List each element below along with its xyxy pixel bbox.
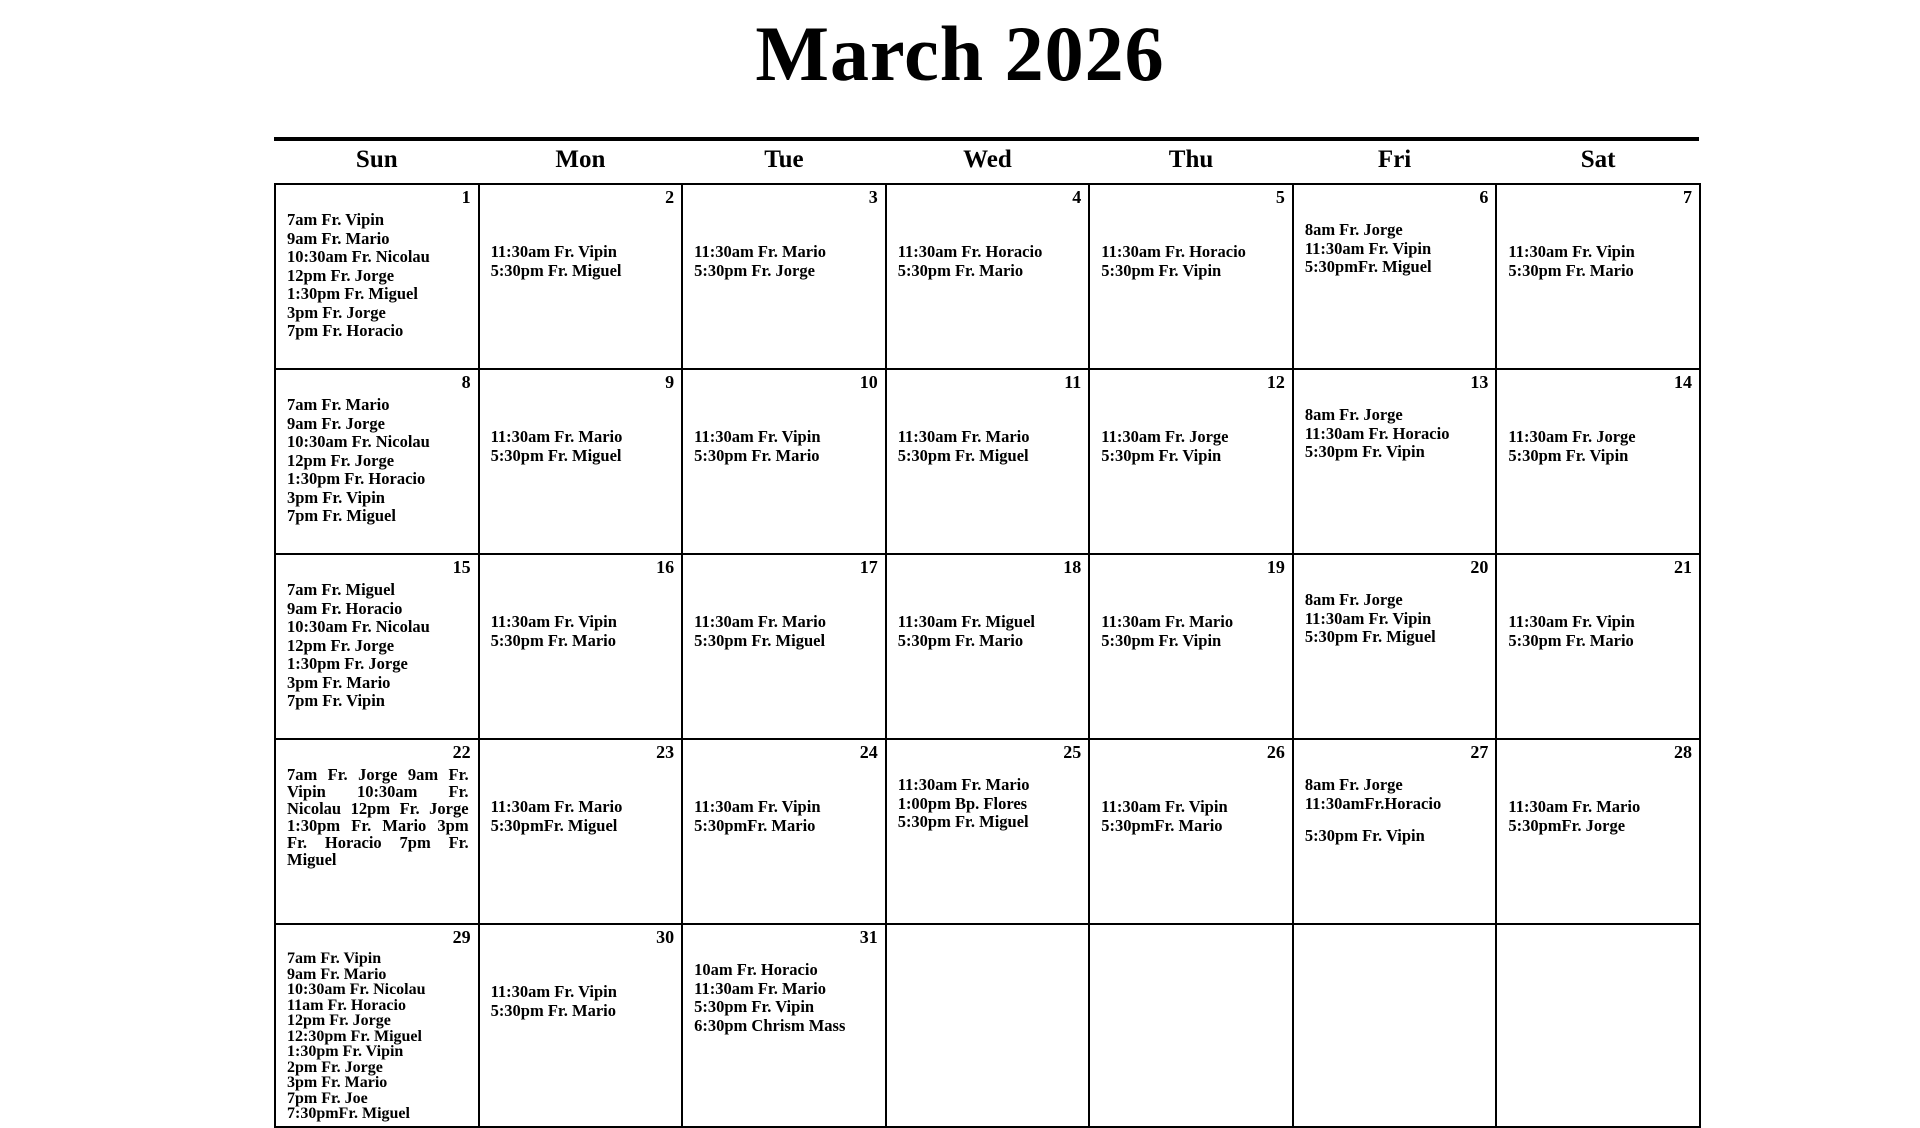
calendar-day-cell-15[interactable] (275, 554, 479, 739)
event-item: 7:30pmFr. Miguel (287, 1105, 410, 1122)
event-item: 11:30am Fr. Horacio (897, 242, 1043, 261)
event-item: 7pm Fr. Joe (287, 1089, 368, 1107)
calendar-day-cell-28[interactable] (1496, 739, 1700, 924)
calendar-day-cell-29[interactable] (275, 924, 479, 1127)
calendar-day-cell-6[interactable] (1293, 184, 1497, 369)
calendar-day-cell-2[interactable] (479, 184, 683, 369)
event-item: 3pm Fr. Horacio (287, 816, 469, 852)
event-item: 7am Fr. Mario (287, 395, 390, 414)
day-number: 24 (859, 742, 878, 762)
event-item: 7pm Fr. Miguel (287, 833, 469, 869)
event-item: 11:30am Fr. Vipin (1508, 612, 1635, 631)
day-events (1497, 370, 1699, 469)
event-item: 6:30pm Chrism Mass (694, 1015, 846, 1035)
calendar-day-cell-8[interactable] (275, 369, 479, 554)
day-events (480, 925, 682, 1024)
calendar-day-cell-17[interactable] (682, 554, 886, 739)
calendar-day-cell-3[interactable] (682, 184, 886, 369)
event-item: 7am Fr. Vipin (287, 950, 382, 967)
event-item: 10:30am Fr. Nicolau (287, 247, 430, 266)
day-events (480, 740, 682, 839)
day-events (1294, 740, 1496, 850)
day-events (480, 185, 682, 284)
calendar-day-cell-13[interactable] (1293, 369, 1497, 554)
event-item: 5:30pmFr. Mario (694, 815, 816, 835)
day-events (683, 185, 885, 284)
event-item: 10am Fr. Horacio (694, 960, 818, 979)
event-item: 11:30am Fr. Mario (1101, 612, 1234, 631)
day-number: 9 (665, 372, 675, 392)
event-item: 11:30am Fr. Mario (897, 427, 1030, 446)
event-item: 5:30pm Fr. Miguel (490, 445, 622, 465)
event-item: 12pm Fr. Jorge (287, 1012, 391, 1029)
calendar-day-cell-25[interactable] (886, 739, 1090, 924)
event-item: 5:30pm Fr. Miguel (897, 445, 1029, 465)
calendar-day-cell-11[interactable] (886, 369, 1090, 554)
calendar-week-row (275, 369, 1700, 554)
event-item: 11:30am Fr. Horacio (1101, 242, 1246, 261)
day-events (1497, 740, 1699, 839)
calendar-day-cell-16[interactable] (479, 554, 683, 739)
event-item: 12:30pm Fr. Miguel (287, 1027, 422, 1045)
event-item: 11am Fr. Horacio (287, 996, 406, 1014)
weekday-header-thu: Thu (1168, 146, 1214, 173)
day-number: 20 (1470, 557, 1489, 577)
day-events (1090, 740, 1292, 839)
event-item: 5:30pmFr. Mario (1101, 815, 1223, 835)
event-item: 11:30am Fr. Mario (897, 775, 1030, 794)
event-item: 11:30amFr.Horacio (1304, 793, 1442, 813)
day-events (683, 370, 885, 469)
day-number: 21 (1673, 557, 1692, 577)
day-number: 4 (1072, 187, 1082, 207)
event-item: 2pm Fr. Jorge (287, 1058, 383, 1076)
day-number: 31 (859, 927, 878, 947)
event-item: 5:30pm Fr. Vipin (694, 997, 815, 1016)
event-item: 5:30pm Fr. Vipin (1304, 442, 1425, 461)
day-number: 1 (461, 187, 471, 207)
event-item: 12pm Fr. Jorge (287, 635, 395, 655)
day-events (1090, 185, 1292, 284)
calendar-table (274, 143, 1701, 1128)
calendar-day-cell-19[interactable] (1089, 554, 1293, 739)
event-item: 11:30am Fr. Vipin (1508, 242, 1635, 261)
day-events (1294, 555, 1496, 651)
event-item: 9am Fr. Mario (287, 228, 390, 248)
event-item: 5:30pm Fr. Vipin (1101, 445, 1222, 465)
event-item: 11:30am Fr. Mario (694, 978, 826, 998)
calendar-day-cell-12[interactable] (1089, 369, 1293, 554)
day-events (480, 370, 682, 469)
day-number: 15 (452, 557, 471, 577)
day-events (1497, 555, 1699, 654)
event-item: 11:30am Fr. Horacio (1304, 423, 1450, 443)
event-item: 5:30pm Fr. Jorge (694, 260, 815, 280)
day-events (683, 555, 885, 654)
event-item: 11:30am Fr. Vipin (1304, 238, 1432, 258)
event-item: 11:30am Fr. Mario (694, 242, 826, 261)
day-events (276, 925, 478, 1126)
event-item: 7am Fr. Miguel (287, 580, 395, 599)
day-number: 16 (656, 557, 675, 577)
day-number: 26 (1266, 742, 1285, 762)
event-item: 9am Fr. Horacio (287, 598, 403, 618)
calendar-day-cell-1[interactable] (275, 184, 479, 369)
weekday-header-sun: Sun (355, 146, 398, 173)
weekday-header-wed: Wed (963, 146, 1012, 173)
day-events (887, 740, 1089, 836)
day-events (887, 555, 1089, 654)
day-number: 6 (1479, 187, 1489, 207)
event-item: 5:30pm Fr. Vipin (1101, 260, 1222, 280)
day-events (276, 370, 478, 530)
event-item: 9am Fr. Mario (287, 965, 387, 983)
event-item: 11:30am Fr. Mario (694, 612, 826, 631)
event-item: 9am Fr. Vipin (287, 765, 469, 801)
event-item: 5:30pm Fr. Mario (1508, 630, 1634, 650)
calendar-day-cell-23[interactable] (479, 739, 683, 924)
event-item: 11:30am Fr. Miguel (897, 612, 1036, 631)
day-number: 19 (1266, 557, 1285, 577)
day-number: 23 (656, 742, 675, 762)
event-item: 10:30am Fr. Nicolau (287, 981, 426, 998)
event-spacer (1305, 813, 1487, 827)
calendar-week-row (275, 554, 1700, 739)
calendar-day-cell-14[interactable] (1496, 369, 1700, 554)
event-item: 7am Fr. Jorge (287, 765, 398, 784)
event-item: 5:30pm Fr. Mario (490, 630, 616, 650)
page-title: March 2026 (755, 10, 1165, 97)
event-item: 5:30pmFr. Miguel (490, 815, 618, 835)
day-number: 14 (1673, 372, 1692, 392)
event-item: 10:30am Fr. Nicolau (287, 782, 469, 818)
event-item: 5:30pm Fr. Miguel (694, 630, 826, 650)
event-item: 10:30am Fr. Nicolau (287, 617, 430, 636)
event-item: 11:30am Fr. Vipin (694, 427, 821, 446)
event-item: 5:30pmFr. Jorge (1508, 815, 1626, 835)
event-item: 1:30pm Fr. Miguel (287, 284, 418, 303)
event-item: 7am Fr. Vipin (287, 210, 385, 229)
weekday-header-mon: Mon (555, 146, 606, 173)
event-item: 11:30am Fr. Mario (490, 427, 623, 446)
event-item: 3pm Fr. Vipin (287, 487, 385, 507)
day-number: 3 (868, 187, 878, 207)
event-item: 12pm Fr. Jorge (287, 265, 395, 285)
day-events (276, 185, 478, 345)
day-events (887, 370, 1089, 469)
event-item: 3pm Fr. Jorge (287, 302, 386, 322)
day-number: 29 (452, 927, 471, 947)
calendar-day-cell-20[interactable] (1293, 554, 1497, 739)
event-item: 1:30pm Fr. Mario (287, 816, 427, 835)
event-item: 11:30am Fr. Vipin (490, 612, 617, 631)
event-item: 7pm Fr. Vipin (287, 691, 385, 710)
weekday-header-fri: Fri (1377, 146, 1412, 173)
event-item: 8am Fr. Jorge (1304, 405, 1403, 424)
event-item: 8am Fr. Jorge (1304, 220, 1403, 239)
event-item: 1:30pm Fr. Horacio (287, 469, 426, 488)
calendar-week-row (275, 739, 1700, 924)
event-item: 11:30am Fr. Vipin (490, 242, 617, 261)
calendar-day-cell-18[interactable] (886, 554, 1090, 739)
event-item: 5:30pm Fr. Mario (897, 630, 1024, 650)
day-events (276, 740, 478, 872)
day-events (683, 925, 885, 1039)
day-events (887, 185, 1089, 284)
day-events (1294, 370, 1496, 466)
day-events (1090, 370, 1292, 469)
event-item: 5:30pm Fr. Mario (694, 445, 820, 465)
calendar-day-cell-empty (1496, 924, 1700, 1127)
calendar-container (274, 137, 1699, 1128)
calendar-day-cell-5[interactable] (1089, 184, 1293, 369)
event-item: 10:30am Fr. Nicolau (287, 432, 430, 451)
day-number: 17 (859, 557, 878, 577)
event-item: 5:30pm Fr. Vipin (1508, 445, 1629, 465)
event-item: 5:30pm Fr. Mario (490, 1000, 616, 1020)
event-item: 1:30pm Fr. Jorge (287, 654, 408, 673)
day-number: 18 (1063, 557, 1082, 577)
day-number: 12 (1266, 372, 1285, 392)
event-item: 1:00pm Bp. Flores (897, 793, 1028, 813)
event-item: 11:30am Fr. Vipin (1101, 797, 1228, 816)
day-number: 25 (1063, 742, 1082, 762)
event-item: 11:30am Fr. Mario (1508, 797, 1641, 816)
event-item: 5:30pm Fr. Miguel (1304, 627, 1436, 646)
day-number: 27 (1470, 742, 1489, 762)
event-item: 8am Fr. Jorge (1304, 775, 1403, 794)
event-item: 11:30am Fr. Mario (490, 797, 623, 816)
day-events (683, 740, 885, 839)
event-item: 5:30pmFr. Miguel (1304, 257, 1432, 276)
day-events (480, 555, 682, 654)
day-number: 30 (656, 927, 675, 947)
day-events (1090, 555, 1292, 654)
calendar-day-cell-empty (886, 924, 1090, 1127)
calendar-day-cell-7[interactable] (1496, 184, 1700, 369)
calendar-day-cell-9[interactable] (479, 369, 683, 554)
calendar-day-cell-22[interactable] (275, 739, 479, 924)
event-item: 5:30pm Fr. Miguel (897, 812, 1029, 831)
event-item: 11:30am Fr. Jorge (1508, 427, 1636, 446)
calendar-day-cell-4[interactable] (886, 184, 1090, 369)
event-item: 7pm Fr. Horacio (287, 321, 404, 340)
day-number: 5 (1275, 187, 1285, 207)
event-item: 1:30pm Fr. Vipin (287, 1043, 404, 1060)
day-number: 8 (461, 372, 471, 392)
day-number: 22 (452, 742, 471, 762)
day-number: 10 (859, 372, 878, 392)
event-item: 5:30pm Fr. Vipin (1304, 826, 1425, 845)
calendar-week-row (275, 924, 1700, 1127)
weekday-header-row (275, 143, 1700, 184)
day-number: 28 (1673, 742, 1692, 762)
event-item: 12pm Fr. Jorge (287, 450, 395, 470)
event-item: 7pm Fr. Miguel (287, 506, 396, 525)
event-item: 5:30pm Fr. Miguel (490, 260, 622, 280)
calendar-day-cell-26[interactable] (1089, 739, 1293, 924)
calendar-day-cell-27[interactable] (1293, 739, 1497, 924)
day-events (276, 555, 478, 715)
event-item: 5:30pm Fr. Vipin (1101, 630, 1222, 650)
calendar-day-cell-10[interactable] (682, 369, 886, 554)
event-item: 3pm Fr. Mario (287, 1074, 388, 1091)
day-events (1497, 185, 1699, 284)
calendar-day-cell-31[interactable] (682, 924, 886, 1127)
calendar-day-cell-30[interactable] (479, 924, 683, 1127)
event-item: 3pm Fr. Mario (287, 672, 391, 692)
event-item: 11:30am Fr. Vipin (694, 797, 821, 816)
event-item: 12pm Fr. Jorge (350, 799, 469, 818)
event-item: 8am Fr. Jorge (1304, 590, 1403, 609)
calendar-week-row (275, 184, 1700, 369)
header-rule (274, 137, 1699, 141)
calendar-day-cell-24[interactable] (682, 739, 886, 924)
day-number: 7 (1682, 187, 1692, 207)
calendar-body (275, 184, 1700, 1127)
day-number: 11 (1064, 372, 1082, 392)
event-item: 9am Fr. Jorge (287, 413, 385, 433)
event-item: 11:30am Fr. Vipin (490, 982, 617, 1001)
calendar-day-cell-empty (1293, 924, 1497, 1127)
event-item: 5:30pm Fr. Mario (1508, 260, 1634, 280)
day-events (1294, 185, 1496, 281)
event-item: 11:30am Fr. Jorge (1101, 427, 1229, 446)
weekday-header-sat: Sat (1580, 146, 1616, 173)
event-item: 11:30am Fr. Vipin (1304, 608, 1432, 628)
weekday-header-tue: Tue (764, 146, 804, 173)
calendar-day-cell-empty (1089, 924, 1293, 1127)
day-number: 2 (665, 187, 675, 207)
calendar-day-cell-21[interactable] (1496, 554, 1700, 739)
day-number: 13 (1470, 372, 1489, 392)
event-item: 5:30pm Fr. Mario (897, 260, 1024, 280)
